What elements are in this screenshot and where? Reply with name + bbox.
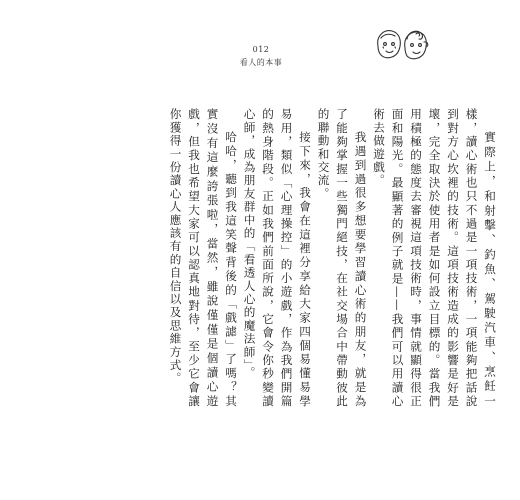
doodle-faces-icon — [372, 24, 430, 68]
paragraph-4: 哈哈，聽到我這笑聲背後的「戲謔」了嗎？其實沒有這麼誇張啦，當然，雖說僅僅是個讀心遊戲，但我也希望大家可以認真地對待，至少它會讓你獲得一份讀心人應該有的自信以及思維方式。 — [168, 108, 238, 408]
paragraph-3: 接下來，我會在這裡分享給大家四個易懂易學易用，類似「心理操控」的小遊戲，作為我們開篇的熱身階段。正如我們前面所說，它會令你秒變讀心師，成為朋友群中的「看透人心的魔法師」。 — [242, 108, 312, 408]
paragraph-1: 實際上，和射擊、釣魚、駕駛汽車、烹飪一樣，讀心術也只不過是一項技術，一項能夠把話說到對方心坎裡的技術。這項技術造成的影響是好是壞，完全取決於使用者是如何設立目標的。當我們用積極的態度去審視這項技術時，事情就顯得很正面和陽光。最顯著的例子就是——我們可以用讀心術去做遊戲。 — [372, 108, 497, 408]
vertical-body-text — [166, 108, 499, 408]
running-title: 看人的本事 — [239, 58, 283, 67]
page-number: 012 — [252, 45, 270, 54]
paragraph-2: 我遇到過很多想要學習讀心術的朋友，就是為了能夠掌握一些獨門絕技，在社交場合中帶動彼此的聯動和交流。 — [316, 108, 368, 408]
